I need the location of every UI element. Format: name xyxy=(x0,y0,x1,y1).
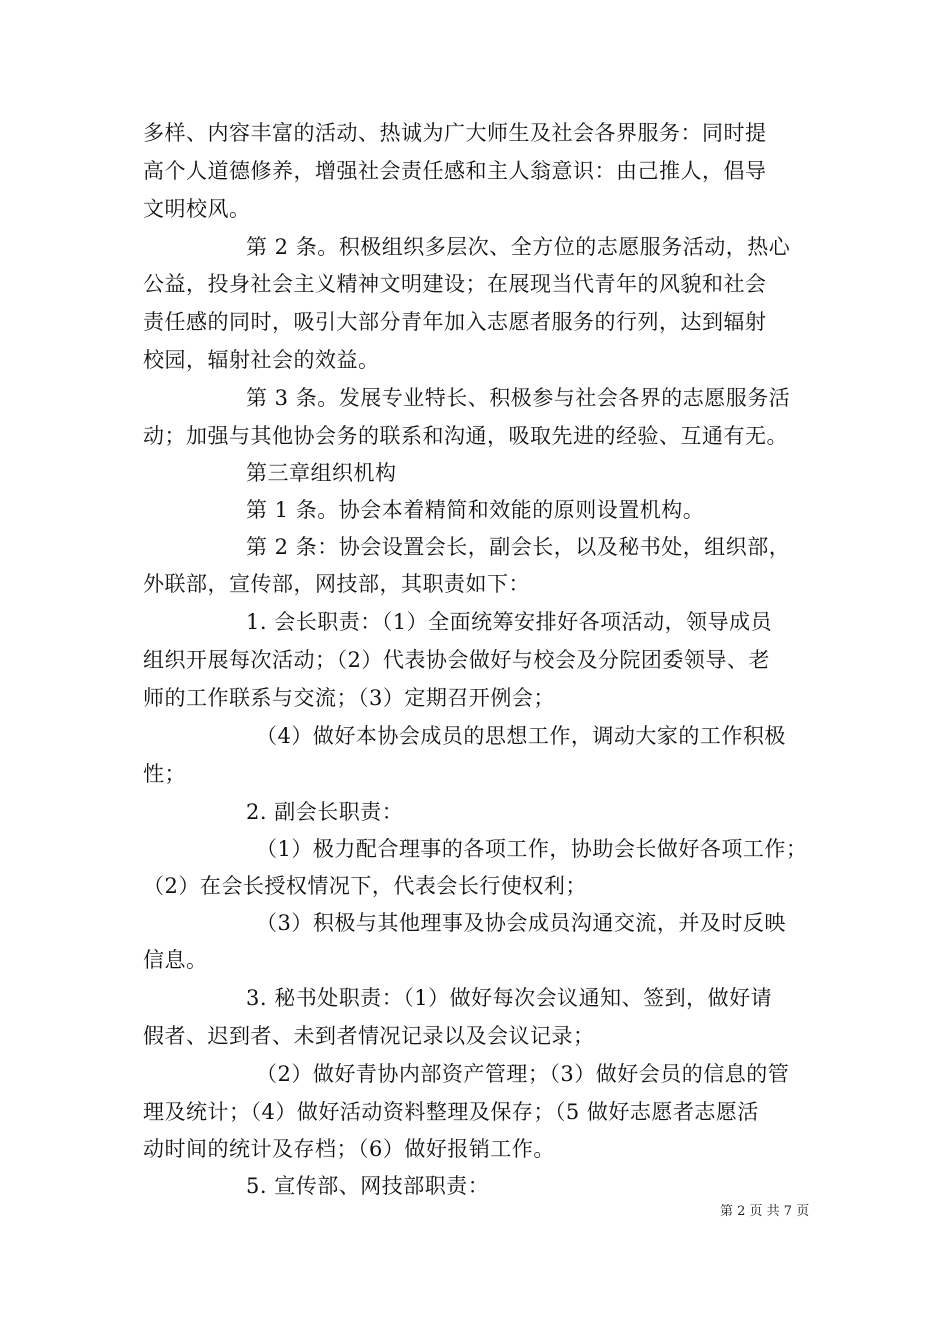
text-line-29: 5. 宣传部、网技部职责： xyxy=(246,1174,490,1198)
text-line-18: 性； xyxy=(143,762,186,786)
text-line-6: 责任感的同时，吸引大部分青年加入志愿者服务的行列，达到辐射 xyxy=(143,310,767,334)
text-line-2: 高个人道德修养，增强社会责任感和主人翁意识：由己推人，倡导 xyxy=(143,159,767,183)
text-line-7: 校园，辐射社会的效益。 xyxy=(143,348,380,372)
text-line-12: 第 2 条：协会设置会长，副会长，以及秘书处，组织部， xyxy=(246,535,791,559)
text-line-13: 外联部，宣传部，网技部，其职责如下： xyxy=(143,572,530,596)
text-line-21: （2）在会长授权情况下，代表会长行使权利； xyxy=(143,874,587,898)
text-line-19: 2. 副会长职责： xyxy=(246,800,404,824)
text-line-28: 动时间的统计及存档；（6）做好报销工作。 xyxy=(143,1137,555,1161)
text-line-17: （4）做好本协会成员的思想工作，调动大家的工作积极 xyxy=(256,724,786,748)
text-line-14: 1. 会长职责：（1）全面统筹安排好各项活动，领导成员 xyxy=(246,610,773,634)
text-line-9: 动；加强与其他协会务的联系和沟通，吸取先进的经验、互通有无。 xyxy=(143,424,788,448)
text-line-8: 第 3 条。发展专业特长、积极参与社会各界的志愿服务活 xyxy=(246,386,791,410)
text-line-20: （1）极力配合理事的各项工作，协助会长做好各项工作； xyxy=(256,837,808,861)
text-line-5: 公益，投身社会主义精神文明建设；在展现当代青年的风貌和社会 xyxy=(143,272,767,296)
text-line-26: （2）做好青协内部资产管理；（3）做好会员的信息的管 xyxy=(256,1062,790,1086)
text-line-23: 信息。 xyxy=(143,948,208,972)
text-line-11: 第 1 条。协会本着精简和效能的原则设置机构。 xyxy=(246,498,705,522)
chapter-heading: 第三章组织机构 xyxy=(246,461,397,485)
text-line-25: 假者、迟到者、未到者情况记录以及会议记录； xyxy=(143,1024,595,1048)
text-line-15: 组织开展每次活动；（2）代表协会做好与校会及分院团委领导、老 xyxy=(143,648,770,672)
text-line-4: 第 2 条。积极组织多层次、全方位的志愿服务活动，热心 xyxy=(246,235,791,259)
text-line-3: 文明校风。 xyxy=(143,197,251,221)
text-line-22: （3）积极与其他理事及协会成员沟通交流，并及时反映 xyxy=(256,911,786,935)
page-number-footer: 第 2 页 共 7 页 xyxy=(720,1204,810,1219)
text-line-1: 多样、内容丰富的活动、热诚为广大师生及社会各界服务：同时提 xyxy=(143,121,767,145)
text-line-16: 师的工作联系与交流；（3）定期召开例会； xyxy=(143,686,555,710)
text-line-24: 3. 秘书处职责：（1）做好每次会议通知、签到，做好请 xyxy=(246,986,773,1010)
text-line-27: 理及统计；（4）做好活动资料整理及保存；（5 做好志愿者志愿活 xyxy=(143,1100,759,1124)
